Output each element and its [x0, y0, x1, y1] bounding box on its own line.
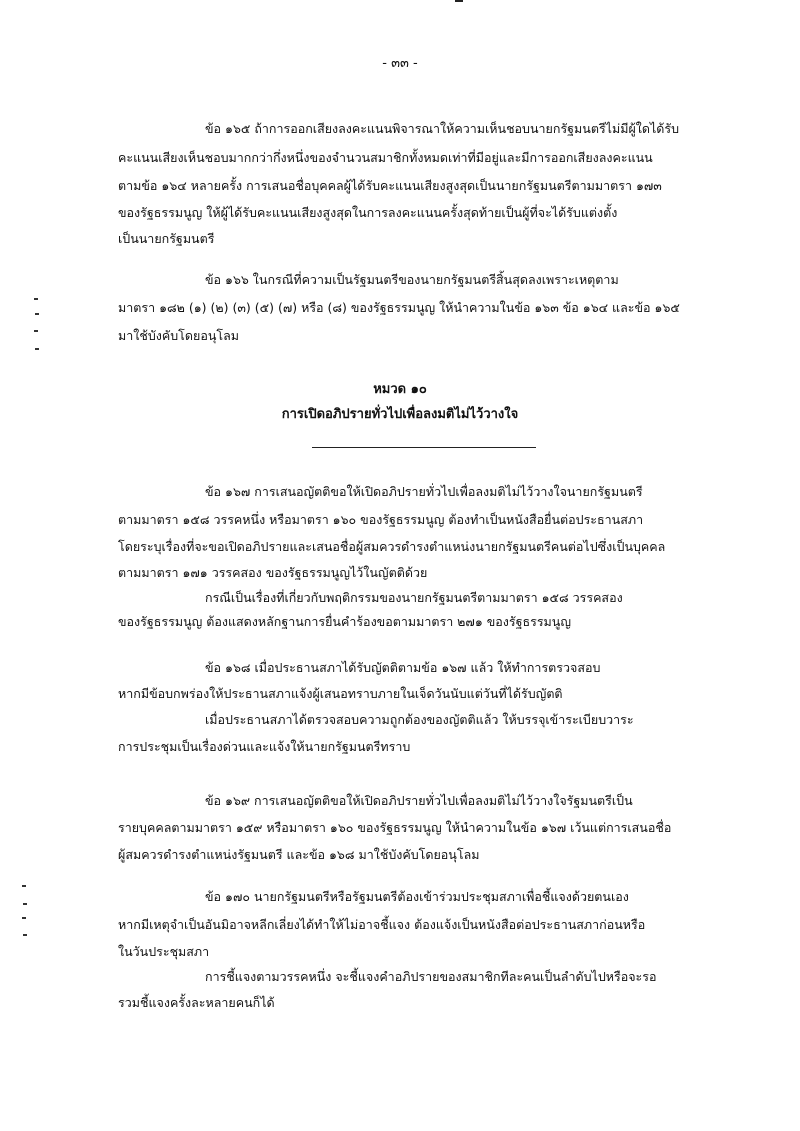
section-167-line-6: ของรัฐธรรมนูญ ต้องแสดงหลักฐานการยื่นคำร้องขอตามมาตรา ๒๗๑ ของรัฐธรรมนูญ: [118, 614, 571, 629]
section-168-line-1: ข้อ ๑๖๘ เมื่อประธานสภาได้รับญัตติตามข้อ ๑๖๗ แล้ว ให้ทำการตรวจสอบ: [205, 660, 601, 675]
section-170-line-2: หากมีเหตุจำเป็นอันมิอาจหลีกเลี่ยงได้ทำให้ไม่อาจชี้แจง ต้องแจ้งเป็นหนังสือต่อประธานสภาก่อนหรือ: [118, 917, 646, 932]
section-170-line-4: การชี้แจงตามวรรคหนึ่ง จะชี้แจงคำอภิปรายของสมาชิกทีละคนเป็นลำดับไปหรือจะรอ: [205, 969, 657, 984]
page-number: - ๓๓ -: [382, 56, 418, 71]
section-167-line-3: โดยระบุเรื่องที่จะขอเปิดอภิปรายและเสนอชื่อผู้สมควรดำรงตำแหน่งนายกรัฐมนตรีคนต่อไปซึ่งเป็นบุคคล: [118, 539, 666, 554]
chapter-subtitle: การเปิดอภิปรายทั่วไปเพื่อลงมติไม่ไว้วางใจ: [281, 407, 519, 422]
margin-mark: [34, 298, 38, 300]
section-165-line-3: ตามข้อ ๑๖๔ หลายครั้ง การเสนอชื่อบุคคลผู้ได้รับคะแนนเสียงสูงสุดเป็นนายกรัฐมนตรีตามมาตรา ๑๗๓: [118, 178, 662, 193]
margin-mark: [22, 885, 26, 887]
margin-mark: [23, 934, 27, 936]
margin-mark: [23, 903, 27, 905]
section-169-line-3: ผู้สมควรดำรงตำแหน่งรัฐมนตรี และข้อ ๑๖๘ มาใช้บังคับโดยอนุโลม: [118, 847, 480, 862]
section-167-line-2: ตามมาตรา ๑๕๘ วรรคหนึ่ง หรือมาตรา ๑๖๐ ของรัฐธรรมนูญ ต้องทำเป็นหนังสือยื่นต่อประธานสภา: [118, 512, 644, 527]
margin-mark: [35, 348, 39, 350]
section-168-line-3: เมื่อประธานสภาได้ตรวจสอบความถูกต้องของญัตติแล้ว ให้บรรจุเข้าระเบียบวาระ: [205, 712, 634, 727]
heading-divider: [312, 447, 536, 448]
section-168-line-4: การประชุมเป็นเรื่องด่วนและแจ้งให้นายกรัฐมนตรีทราบ: [118, 739, 411, 754]
section-170-line-3: ในวันประชุมสภา: [118, 944, 210, 959]
section-165-line-1: ข้อ ๑๖๕ ถ้าการออกเสียงลงคะแนนพิจารณาให้ความเห็นชอบนายกรัฐมนตรีไม่มีผู้ใดได้รับ: [205, 121, 680, 136]
section-169-line-1: ข้อ ๑๖๙ การเสนอญัตติขอให้เปิดอภิปรายทั่วไปเพื่อลงมติไม่ไว้วางใจรัฐมนตรีเป็น: [205, 793, 633, 808]
chapter-title: หมวด ๑๐: [373, 382, 427, 397]
section-166-line-3: มาใช้บังคับโดยอนุโลม: [118, 328, 240, 343]
section-167-line-4: ตามมาตรา ๑๗๑ วรรคสอง ของรัฐธรรมนูญไว้ในญัตติด้วย: [118, 565, 428, 580]
section-167-line-5: กรณีเป็นเรื่องที่เกี่ยวกับพฤติกรรมของนายกรัฐมนตรีตามมาตรา ๑๕๘ วรรคสอง: [205, 590, 623, 605]
section-165-line-2: คะแนนเสียงเห็นชอบมากกว่ากึ่งหนึ่งของจำนวนสมาชิกทั้งหมดเท่าที่มีอยู่และมีการออกเสียงลงคะแนน: [118, 150, 653, 165]
scan-mark: [455, 0, 463, 2]
section-168-line-2: หากมีข้อบกพร่องให้ประธานสภาแจ้งผู้เสนอทราบภายในเจ็ดวันนับแต่วันที่ได้รับญัตติ: [118, 686, 563, 701]
margin-mark: [22, 917, 26, 919]
section-165-line-5: เป็นนายกรัฐมนตรี: [118, 231, 215, 246]
section-166-line-1: ข้อ ๑๖๖ ในกรณีที่ความเป็นรัฐมนตรีของนายกรัฐมนตรีสิ้นสุดลงเพราะเหตุตาม: [205, 272, 619, 287]
section-169-line-2: รายบุคคลตามมาตรา ๑๕๙ หรือมาตรา ๑๖๐ ของรัฐธรรมนูญ ให้นำความในข้อ ๑๖๗ เว้นแต่การเสนอชื่อ: [118, 820, 672, 835]
margin-mark: [34, 330, 38, 332]
section-166-line-2: มาตรา ๑๘๒ (๑) (๒) (๓) (๕) (๗) หรือ (๘) ของรัฐธรรมนูญ ให้นำความในข้อ ๑๖๓ ข้อ ๑๖๔ และข้อ ๑๖๕: [118, 300, 680, 315]
section-165-line-4: ของรัฐธรรมนูญ ให้ผู้ได้รับคะแนนเสียงสูงสุดในการลงคะแนนครั้งสุดท้ายเป็นผู้ที่จะได้รับแต่งตั้ง: [118, 205, 618, 220]
margin-mark: [35, 313, 39, 315]
section-170-line-5: รวมชี้แจงครั้งละหลายคนก็ได้: [118, 995, 275, 1010]
section-167-line-1: ข้อ ๑๖๗ การเสนอญัตติขอให้เปิดอภิปรายทั่วไปเพื่อลงมติไม่ไว้วางใจนายกรัฐมนตรี: [205, 484, 643, 499]
section-170-line-1: ข้อ ๑๗๐ นายกรัฐมนตรีหรือรัฐมนตรีต้องเข้าร่วมประชุมสภาเพื่อชี้แจงด้วยตนเอง: [205, 889, 629, 904]
